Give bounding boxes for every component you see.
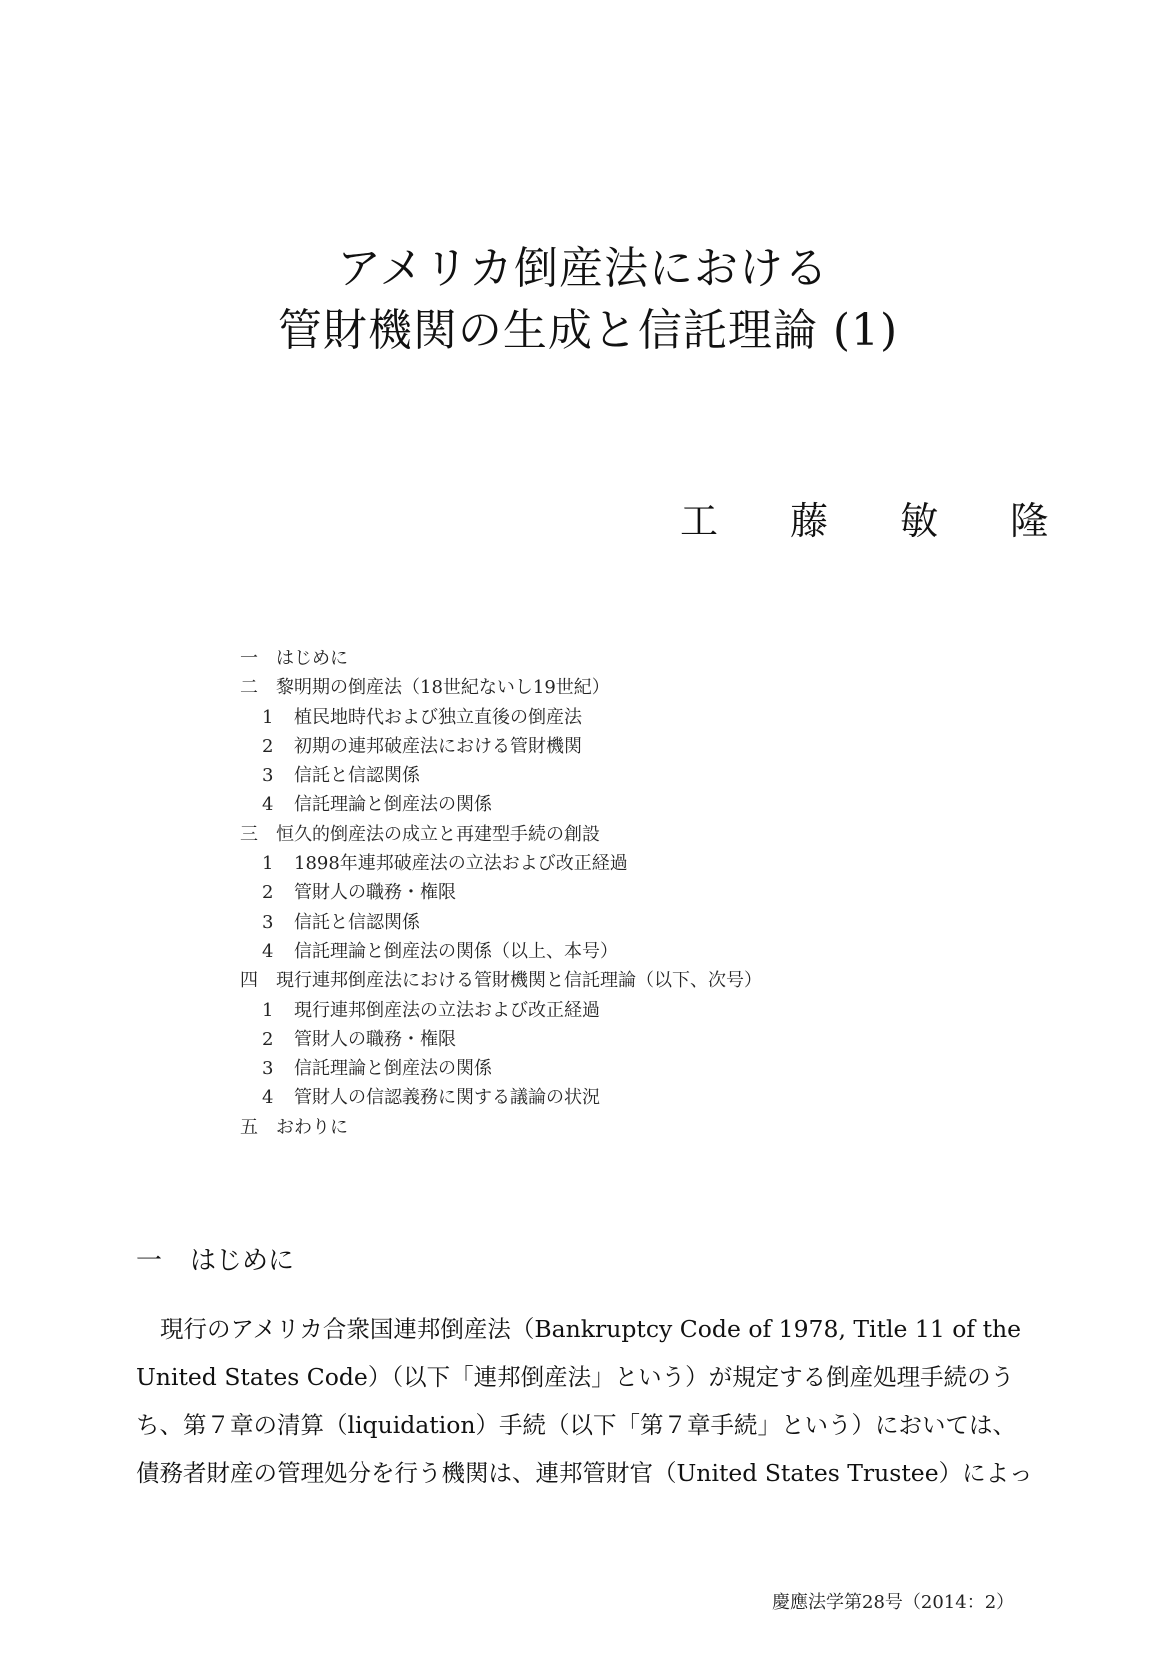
toc-item bbox=[240, 644, 762, 673]
toc-item bbox=[240, 1083, 762, 1112]
toc-item-number: 4 bbox=[262, 1087, 274, 1109]
toc-item-text: 管財人の職務・権限 bbox=[294, 882, 456, 904]
toc-item-text: 初期の連邦破産法における管財機関 bbox=[294, 735, 582, 757]
toc-item-text: 恒久的倒産法の成立と再建型手続の創設 bbox=[276, 823, 600, 845]
toc-item-number: 三 bbox=[240, 823, 258, 845]
toc-item bbox=[240, 1113, 762, 1142]
toc-item-number: 1 bbox=[262, 999, 274, 1021]
toc-item-number: 一 bbox=[240, 648, 258, 669]
toc-item bbox=[240, 703, 762, 732]
toc-item-number: 2 bbox=[262, 735, 274, 757]
toc-item bbox=[240, 908, 762, 937]
toc-item-number: 4 bbox=[262, 794, 274, 816]
toc-item-number: 2 bbox=[262, 882, 274, 904]
toc-item bbox=[240, 732, 762, 761]
toc-item bbox=[240, 996, 762, 1025]
toc-item-number: 3 bbox=[262, 911, 274, 933]
toc-item-text: 信託理論と倒産法の関係（以上、本号） bbox=[294, 940, 618, 962]
toc-item bbox=[240, 790, 762, 819]
title-line-1: アメリカ倒産法における bbox=[337, 243, 829, 294]
section-title: はじめに bbox=[190, 1246, 295, 1276]
toc-item bbox=[240, 673, 762, 702]
toc-item bbox=[240, 966, 762, 995]
toc-item bbox=[240, 820, 762, 849]
toc-item bbox=[240, 878, 762, 907]
body-line: 現行のアメリカ合衆国連邦倒産法（Bankruptcy Code of 1978, Title 11 of the bbox=[160, 1315, 1022, 1343]
toc-item-text: はじめに bbox=[276, 648, 348, 669]
journal-footer: 慶應法学第28号（2014：2） bbox=[772, 1592, 1015, 1613]
toc-item-number: 4 bbox=[262, 940, 274, 962]
toc-item-text: 黎明期の倒産法（18世紀ないし19世紀） bbox=[276, 677, 610, 699]
article-title bbox=[0, 238, 1166, 362]
author-name: 工 藤 敏 隆 bbox=[680, 499, 1079, 543]
toc-item-number: 二 bbox=[240, 677, 258, 699]
body-paragraph bbox=[136, 1305, 1036, 1497]
toc-item-text: 現行連邦倒産法の立法および改正経過 bbox=[294, 999, 600, 1021]
toc-item-text: 管財人の信認義務に関する議論の状況 bbox=[294, 1087, 600, 1109]
toc-item bbox=[240, 761, 762, 790]
toc-item-number: 1 bbox=[262, 853, 274, 875]
toc-item bbox=[240, 937, 762, 966]
toc-item-text: 管財人の職務・権限 bbox=[294, 1028, 456, 1050]
table-of-contents bbox=[240, 644, 762, 1142]
toc-item-number: 2 bbox=[262, 1028, 274, 1050]
toc-item-text: 信託と信認関係 bbox=[294, 765, 420, 787]
toc-item-text: 1898年連邦破産法の立法および改正経過 bbox=[294, 853, 628, 875]
toc-item-text: 信託理論と倒産法の関係 bbox=[294, 794, 492, 816]
toc-item-number: 五 bbox=[240, 1116, 258, 1138]
toc-item-text: 信託理論と倒産法の関係 bbox=[294, 1058, 492, 1080]
section-heading bbox=[136, 1240, 294, 1277]
body-line: ち、第７章の清算（liquidation）手続（以下「第７章手続」という）においては、 bbox=[136, 1411, 1017, 1439]
toc-item bbox=[240, 1054, 762, 1083]
toc-item-text: おわりに bbox=[276, 1116, 348, 1138]
body-line: 債務者財産の管理処分を行う機関は、連邦管財官（United States Trustee）によっ bbox=[136, 1459, 1033, 1487]
toc-item-number: 1 bbox=[262, 706, 274, 728]
toc-item-text: 現行連邦倒産法における管財機関と信託理論（以下、次号） bbox=[276, 970, 762, 992]
toc-item-number: 四 bbox=[240, 970, 258, 992]
toc-item-text: 信託と信認関係 bbox=[294, 911, 420, 933]
title-line-2: 管財機関の生成と信託理論 (1) bbox=[277, 305, 899, 356]
toc-item-number: 3 bbox=[262, 1058, 274, 1080]
body-line: United States Code）（以下「連邦倒産法」という）が規定する倒産処理手続のう bbox=[136, 1363, 1015, 1391]
toc-item bbox=[240, 849, 762, 878]
toc-item-number: 3 bbox=[262, 765, 274, 787]
section-number: 一 bbox=[136, 1246, 163, 1276]
toc-item-text: 植民地時代および独立直後の倒産法 bbox=[294, 706, 582, 728]
toc-item bbox=[240, 1025, 762, 1054]
